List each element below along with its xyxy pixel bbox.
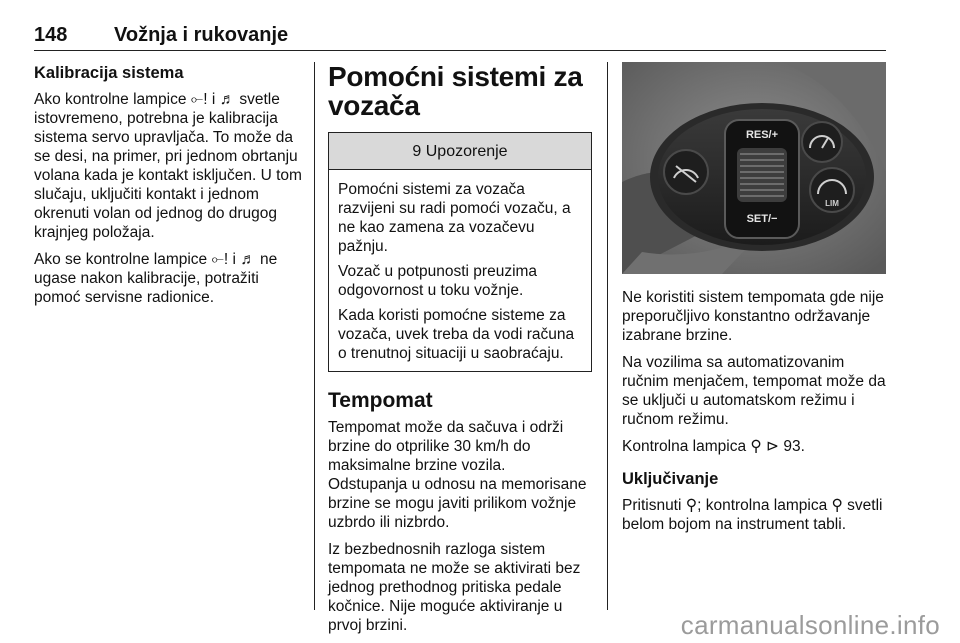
paragraph: Ako kontrolne lampice ⟜! i ♬ svetle istovremeno, potrebna je kalibracija sistema servo upravljača. To može da se desi, na primer, pri jednom obrtanju volana kada je kontakt isključen. U tom slučaju, uključiti kontakt i jednom okrenuti volan od jednog do drugog krajnjeg položaja. [34, 91, 302, 241]
steering-wheel-controls-photo [622, 62, 886, 274]
paragraph: Pritisnuti ⚲; kontrolna lampica ⚲ svetli belom bojom na instrument tabli. [622, 497, 883, 533]
watermark: carmanualsonline.info [680, 610, 940, 640]
column-3 [622, 62, 890, 542]
paragraph: Ako se kontrolne lampice ⟜! i ♬ ne ugase nakon kalibracije, potražiti pomoć servisne radionice. [34, 251, 278, 306]
column-divider [607, 62, 608, 610]
warning-text: Vozač u potpunosti preuzima odgovornost u toku vožnje. [338, 263, 538, 299]
column-1 [34, 62, 302, 315]
page-number: 148 [34, 24, 68, 46]
paragraph: Odstupanja u odnosu na memorisane brzine se mogu javiti prilikom vožnje uzbrdo ili nizbrdo. [328, 476, 587, 531]
page-header [34, 20, 886, 51]
paragraph: Tempomat može da sačuva i održi brzine do otprilike 30 km/h do maksimalne brzine vozila. [328, 419, 564, 474]
warning-box [328, 132, 592, 372]
chapter-section-title: Pomoćni sistemi za vozača [328, 61, 583, 121]
paragraph: Iz bezbednosnih razloga sistem tempomata ne može se aktivirati bez jednog prethodnog pritiska pedale kočnice. Nije moguće aktiviranje u prvoj brzini. [328, 541, 581, 634]
warning-header: 9 Upozorenje [329, 133, 591, 170]
chapter-title: Vožnja i rukovanje [114, 24, 289, 46]
section-heading-activation: Uključivanje [622, 470, 719, 488]
paragraph: Ne koristiti sistem tempomata gde nije preporučljivo konstantno održavanje izabrane brzine. [622, 289, 884, 344]
warning-body [329, 170, 591, 371]
warning-text: Pomoćni sistemi za vozača razvijeni su radi pomoći vozaču, a ne kao zamena za vozačevu pažnju. [338, 181, 571, 255]
lim-label: LIM [825, 199, 839, 208]
column-2 [328, 62, 592, 643]
paragraph: Kontrolna lampica ⚲ ⊳ 93. [622, 438, 805, 455]
section-heading-calibration: Kalibracija sistema [34, 64, 184, 82]
set-label: SET/− [746, 213, 778, 225]
warning-text: Kada koristi pomoćne sisteme za vozača, uvek treba da vodi računa o trenutnoj situaciji u saobraćaju. [338, 307, 575, 362]
paragraph: Na vozilima sa automatizovanim ručnim menjačem, tempomat može da se uključi u automatskom režimu i ručnom režimu. [622, 354, 886, 428]
column-divider [314, 62, 315, 610]
section-title-cruise-control: Tempomat [328, 389, 433, 412]
res-label: RES/+ [745, 129, 779, 141]
